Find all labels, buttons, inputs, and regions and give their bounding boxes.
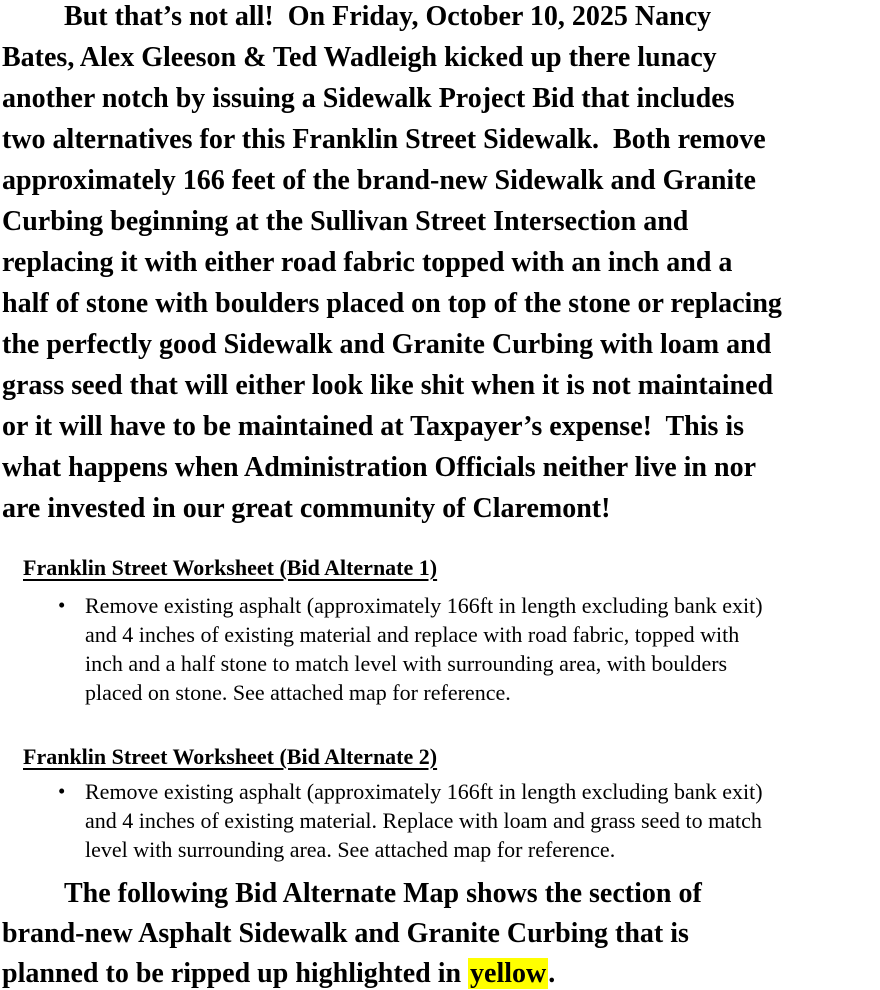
paragraph-line: Bates, Alex Gleeson & Ted Wadleigh kicked up there lunacy <box>2 42 717 73</box>
paragraph-line: what happens when Administration Officials neither live in nor <box>2 452 757 483</box>
bullet-line: and 4 inches of existing material and replace with road fabric, topped with <box>85 622 740 647</box>
worksheet-section-1 <box>0 553 880 707</box>
worksheet-1-bullet-item <box>0 591 880 707</box>
bullet-line: Remove existing asphalt (approximately 166ft in length excluding bank exit) <box>85 779 763 804</box>
bullet-line: Remove existing asphalt (approximately 166ft in length excluding bank exit) <box>85 593 763 618</box>
bullet-line: placed on stone. See attached map for reference. <box>85 680 511 705</box>
bullet-icon: • <box>58 593 66 617</box>
bullet-line: and 4 inches of existing material. Replace with loam and grass seed to match <box>85 808 762 833</box>
closing-line3-prefix: planned to be ripped up highlighted in <box>2 958 469 989</box>
paragraph-line: Curbing beginning at the Sullivan Street Intersection and <box>2 206 689 237</box>
worksheet-2-heading <box>23 742 880 771</box>
worksheet-2-bullet-item <box>0 777 880 864</box>
paragraph-line: half of stone with boulders placed on top of the stone or replacing <box>2 288 782 319</box>
worksheet-2-heading-text: Franklin Street Worksheet (Bid Alternate 2) <box>23 744 438 769</box>
paragraph-line: The following Bid Alternate Map shows the section of <box>64 878 702 909</box>
bullet-line: level with surrounding area. See attached map for reference. <box>85 837 616 862</box>
paragraph-line: two alternatives for this Franklin Street Sidewalk. Both remove <box>2 124 766 155</box>
paragraph-line <box>0 954 880 990</box>
bullet-icon: • <box>58 779 66 803</box>
paragraph-line: another notch by issuing a Sidewalk Project Bid that includes <box>2 83 735 114</box>
paragraph-line: But that’s not all! On Friday, October 10, 2025 Nancy <box>64 1 712 32</box>
paragraph-line: approximately 166 feet of the brand-new Sidewalk and Granite <box>2 165 756 196</box>
worksheet-1-heading-text: Franklin Street Worksheet (Bid Alternate 1) <box>23 555 438 580</box>
paragraph-line: grass seed that will either look like shit when it is not maintained <box>2 370 774 401</box>
closing-line3-suffix: . <box>548 958 556 989</box>
paragraph-line: brand-new Asphalt Sidewalk and Granite Curbing that is <box>2 918 689 949</box>
worksheet-2-bullet-text <box>85 777 763 864</box>
paragraph-line: the perfectly good Sidewalk and Granite Curbing with loam and <box>2 329 772 360</box>
closing-paragraph <box>0 874 880 990</box>
highlighted-word-yellow: yellow <box>470 958 547 989</box>
worksheet-1-bullet-text <box>85 591 763 707</box>
bullet-line: inch and a half stone to match level with surrounding area, with boulders <box>85 651 728 676</box>
paragraph-line: replacing it with either road fabric topped with an inch and a <box>2 247 733 278</box>
worksheet-section-2 <box>0 742 880 864</box>
paragraph-line: are invested in our great community of Claremont! <box>2 493 611 524</box>
worksheet-1-heading <box>23 553 880 582</box>
paragraph-line: or it will have to be maintained at Taxpayer’s expense! This is <box>2 411 745 442</box>
